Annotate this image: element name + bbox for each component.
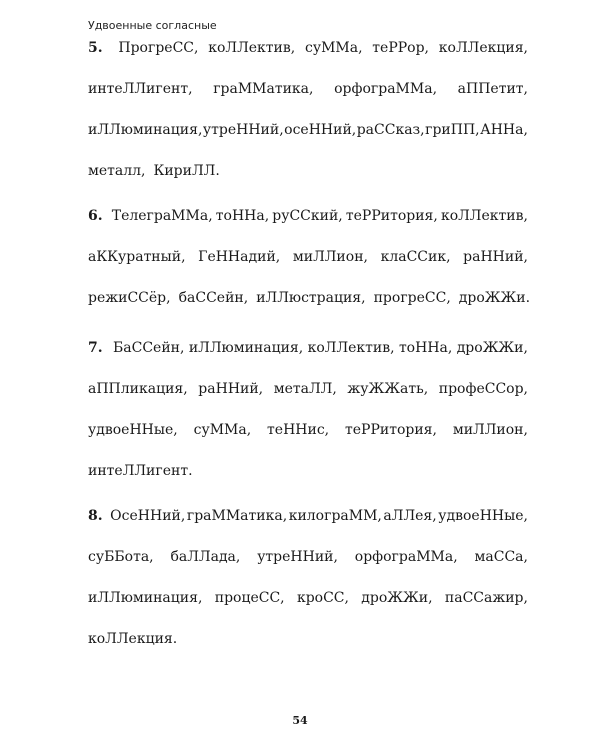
word: тоННа, (215, 208, 270, 224)
exercise-line (88, 337, 528, 378)
word: утреННий, (257, 549, 338, 565)
word: коЛЛекция, (438, 40, 528, 56)
word: процеСС, (214, 590, 285, 606)
word: ГеННадий, (198, 249, 281, 265)
word: интеЛЛигент, (88, 81, 193, 97)
word: ОсеННий, (110, 508, 186, 524)
word: аППетит, (457, 81, 528, 97)
word: прогреСС, (373, 290, 451, 306)
word: баЛЛада, (170, 549, 241, 565)
word: металл, (88, 163, 146, 179)
word: дроЖЖи, (361, 590, 433, 606)
word: раССказ, (356, 122, 425, 138)
word: АННа, (480, 122, 528, 138)
word: клаССик, (380, 249, 451, 265)
word: ПрогреСС, (118, 40, 199, 56)
word: теРРор, (372, 40, 430, 56)
exercise-5 (88, 37, 528, 201)
word: гриПП, (425, 122, 480, 138)
word: кроСС, (296, 590, 349, 606)
word: метаЛЛ, (273, 381, 337, 397)
word: маССа, (474, 549, 528, 565)
exercise-line (88, 546, 528, 587)
word: КириЛЛ. (153, 163, 220, 179)
word: миЛЛион, (452, 422, 528, 438)
word: граММатика, (213, 81, 314, 97)
exercise-6 (88, 205, 531, 328)
word: жуЖЖать, (347, 381, 429, 397)
exercise-line (88, 419, 528, 460)
word: аЛЛея, (383, 508, 437, 524)
exercise-line (88, 205, 528, 246)
exercise-line (88, 628, 528, 669)
exercise-7 (88, 337, 528, 501)
word: суММа, (304, 40, 363, 56)
word: миЛЛион, (292, 249, 368, 265)
word: иЛЛюминация, (88, 122, 203, 138)
word: раННий, (463, 249, 528, 265)
page-number: 54 (292, 714, 308, 727)
word: граММатика, (186, 508, 288, 524)
word: теРРитория, (345, 208, 438, 224)
exercise-number: 5. (88, 40, 103, 56)
word: интеЛЛигент. (88, 463, 193, 479)
exercise-line (88, 460, 528, 501)
word: иЛЛюстрация, (256, 290, 366, 306)
exercise-line (88, 119, 528, 160)
exercise-number: 7. (88, 340, 103, 356)
exercise-line (88, 37, 528, 78)
word: руССкий, (272, 208, 343, 224)
word: режиССёр, (88, 290, 171, 306)
exercise-number: 8. (88, 508, 103, 524)
word: осеННий, (284, 122, 357, 138)
exercise-line (88, 378, 528, 419)
word: профеССор, (438, 381, 528, 397)
exercise-number: 6. (88, 208, 103, 224)
word: коЛЛектив, (208, 40, 296, 56)
word: теРРитория, (345, 422, 437, 438)
word: иЛЛюминация, (188, 340, 304, 356)
exercise-8 (88, 505, 528, 669)
word: утреННий, (202, 122, 284, 138)
word: коЛЛекция. (88, 631, 178, 647)
word: дроЖЖи. (458, 290, 531, 306)
word: раННий, (198, 381, 264, 397)
word: килограММ, (288, 508, 382, 524)
word: ТелеграММа, (111, 208, 213, 224)
word: орфограММа, (354, 549, 458, 565)
word: БаССейн, (112, 340, 185, 356)
exercise-line (88, 287, 531, 328)
word: суББота, (88, 549, 154, 565)
word: удвоеННые, (88, 422, 178, 438)
word: удвоеННые, (438, 508, 528, 524)
word: паССажир, (444, 590, 528, 606)
word: коЛЛектив, (307, 340, 395, 356)
word: суММа, (193, 422, 252, 438)
exercise-line (88, 505, 528, 546)
running-head: Удвоенные согласные (88, 19, 217, 32)
exercise-line (88, 587, 528, 628)
exercise-line (88, 78, 528, 119)
exercise-line (88, 246, 528, 287)
word: дроЖЖи, (456, 340, 528, 356)
word: тоННа, (398, 340, 453, 356)
exercise-line (88, 160, 528, 201)
word: иЛЛюминация, (88, 590, 203, 606)
word: баССейн, (178, 290, 249, 306)
word: теННис, (267, 422, 330, 438)
word: коЛЛектив, (440, 208, 528, 224)
word: аККуратный, (88, 249, 186, 265)
word: орфограММа, (334, 81, 438, 97)
word: аППликация, (88, 381, 188, 397)
